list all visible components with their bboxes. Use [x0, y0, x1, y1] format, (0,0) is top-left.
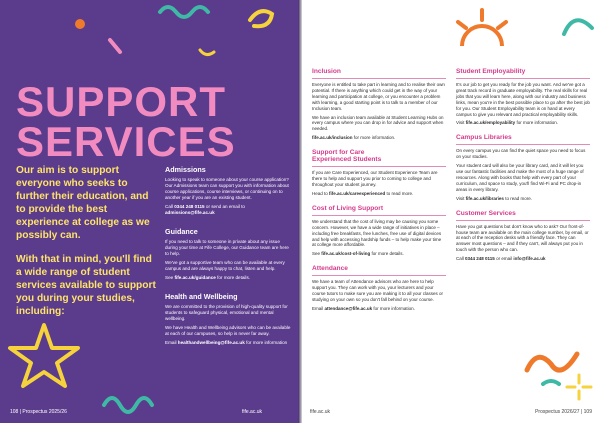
right-footer-site[interactable]: fife.ac.uk: [310, 409, 331, 415]
guidance-link-line: See fife.ac.uk/guidance for more details.: [165, 275, 251, 280]
customer-email-link[interactable]: info@fife.ac.uk: [513, 256, 546, 262]
admissions-section: [165, 165, 291, 216]
customer-heading: Customer Services: [456, 209, 516, 217]
intro-paragraph-2: With that in mind, you'll find a wide range of student services available to support you during your studies, including:: [16, 254, 156, 317]
guidance-heading: Guidance: [165, 227, 198, 236]
cost-of-living-section: [312, 205, 446, 257]
inclusion-section: [312, 68, 446, 141]
sun-decoration: [452, 6, 512, 56]
libraries-heading: Campus Libraries: [456, 134, 512, 142]
left-footer-page-number: 108 | Prospectus 2025/26: [10, 409, 67, 415]
health-link-line: Email healthandwellbeing@fife.ac.uk for more information: [165, 340, 288, 345]
care-heading: Support for Care Experienced Students: [312, 149, 382, 164]
section-divider: [456, 220, 590, 221]
squiggle-top-decoration: [0, 0, 298, 80]
care-link-line: Head to fife.ac.uk/careexperienced to read more.: [312, 190, 414, 196]
customer-body: Have you got questions but don't know who to ask? Our front-of-house team are available on the main college number, by email, or at each of the reception desks with a friendly face. They can answer most questions – and if they can't, will always put you in touch with the person who can.: [456, 223, 589, 253]
inclusion-heading: Inclusion: [312, 68, 341, 75]
left-page: [0, 0, 298, 423]
care-body: If you are Care Experienced, our Student Experience Team are there to help and support you prior to coming to college and throughout your student journey.: [312, 170, 438, 187]
customer-phone[interactable]: 0344 248 0115: [465, 256, 495, 262]
inclusion-body-1: Everyone is entitled to take part in learning and to realise their own potential. If there is anything which could get in the way of your learning and participation at college, or you encounter a problem with learning, a good starting point is to talk to a member of our Inclusion team.: [312, 82, 445, 111]
customer-services-section: [456, 210, 590, 262]
intro-paragraph-1: Our aim is to support everyone who seeks to further their education, and to provide the best experience at college as we possibly can.: [16, 165, 150, 241]
left-footer-site[interactable]: fife.ac.uk: [242, 409, 263, 415]
section-divider: [456, 144, 590, 145]
customer-contact: Call 0344 248 0115 or email info@fife.ac.uk: [456, 256, 546, 262]
section-divider: [312, 166, 446, 167]
title-line-2: SERVICES: [16, 118, 236, 165]
employability-link[interactable]: fife.ac.uk/employability: [465, 120, 516, 126]
cost-link[interactable]: fife.ac.uk/cost-of-living: [321, 251, 371, 257]
care-experienced-section: [312, 149, 446, 197]
libraries-section: [456, 134, 590, 201]
admissions-body: Looking to speak to someone about your course application? Our Admissions team can support you with information about course applications, course interviews, or continuing on to another year if you are an existing student.: [165, 177, 289, 200]
health-heading: Health and Wellbeing: [165, 292, 238, 301]
star-decoration: [4, 320, 84, 390]
attendance-email-link[interactable]: attendance@fife.ac.uk: [324, 305, 373, 311]
employability-link-line: Visit fife.ac.uk/employability for more information.: [456, 120, 558, 126]
cost-body: We understand that the cost of living may be causing you some concern. However, we have a wide range of initiatives in place – including free breakfasts, free lunches, free use of digital devices and help with accessing hardship funds – to help make your time at college more affordable.: [312, 218, 442, 248]
cost-link-line: See fife.ac.uk/cost-of-living for more details.: [312, 251, 404, 257]
inclusion-link[interactable]: fife.ac.uk/inclusion: [312, 135, 353, 141]
section-divider: [456, 78, 590, 79]
health-body-1: We are committed to the provision of high-quality support for students to safeguard physical, emotional and mental wellbeing.: [165, 304, 288, 321]
section-divider: [312, 275, 446, 276]
admissions-email-link[interactable]: admissions@fife.ac.uk: [165, 210, 215, 215]
health-email-link[interactable]: healthandwellbeing@fife.ac.uk: [177, 340, 245, 345]
attendance-heading: Attendance: [312, 265, 348, 273]
attendance-link-line: Email attendance@fife.ac.uk for more information.: [312, 305, 415, 311]
guidance-link[interactable]: fife.ac.uk/guidance: [174, 275, 216, 280]
employability-heading: Student Employability: [456, 68, 526, 75]
page-title: [16, 78, 236, 165]
admissions-heading: Admissions: [165, 165, 206, 174]
health-wellbeing-section: [165, 292, 291, 346]
inclusion-link-line: fife.ac.uk/inclusion for more information.: [312, 135, 396, 141]
section-divider: [312, 78, 446, 79]
attendance-body: We have a team of Attendance advisors who are here to help support you. They can work with you, your lecturers and your course tutors to make sure you are making it to all your classes or studying on your own so you don't fall behind on your course.: [312, 279, 444, 302]
right-page: [302, 0, 600, 423]
employability-section: [456, 68, 590, 126]
inclusion-body-2: We have an inclusion team available at Student Learning Hubs on every campus where you can drop in for advice and support when needed.: [312, 114, 444, 132]
care-link[interactable]: fife.ac.uk/careexperienced: [329, 190, 386, 196]
right-column-1: [312, 68, 446, 320]
employability-body: It's our job to get you ready for the job you want. And we've got a great track record in graduate employability. The real skills for real jobs that you will learn here, along with our industry and business links, mean you're in the best possible place to go after the best job for you. Our Student Employability team is on hand at every campus to give you relevant and practical employability skills.: [456, 82, 590, 117]
libraries-body-2: Your student card will also be your library card, and it will let you use our fantastic facilities and make the most of a huge range of resources. Along with books that help with every part of your curriculum, and space to study, you'll find Wi-Fi and PC drop-in areas in every library.: [456, 163, 584, 192]
squiggle-bottom-decoration: [100, 385, 160, 415]
libraries-link-line: Visit fife.ac.uk/libraries to read more.: [456, 195, 532, 201]
section-divider: [312, 215, 446, 216]
guidance-body-1: If you need to talk to someone in private about any issue during your time at Fife College, our Guidance team are here to help.: [165, 239, 289, 256]
corner-squiggle-decoration: [558, 4, 598, 44]
right-column-2: [456, 68, 590, 270]
title-line-1: SUPPORT: [16, 78, 227, 125]
left-services-column: [165, 165, 291, 357]
health-body-2: We have Health and Wellbeing advisors who can be available at each of our campuses, so help is never far away.: [165, 325, 291, 336]
guidance-body-2: We've got a supportive team who can be available at every campus and are always happy to chat, listen and help.: [165, 260, 285, 271]
cost-heading: Cost of Living Support: [312, 204, 384, 212]
guidance-section: [165, 227, 291, 281]
libraries-link[interactable]: fife.ac.uk/libraries: [465, 195, 504, 201]
intro-text: [16, 164, 156, 329]
libraries-body-1: On every campus you can find the quiet space you need to focus on your studies.: [456, 148, 586, 160]
attendance-section: [312, 265, 446, 312]
spark-decoration: [564, 372, 594, 402]
right-footer-page-number: Prospectus 2026/27 | 109: [535, 409, 592, 415]
admissions-phone[interactable]: 0344 248 0115: [174, 204, 205, 209]
admissions-contact: Call 0344 248 0115 or send an email to admissions@fife.ac.uk: [165, 204, 245, 215]
